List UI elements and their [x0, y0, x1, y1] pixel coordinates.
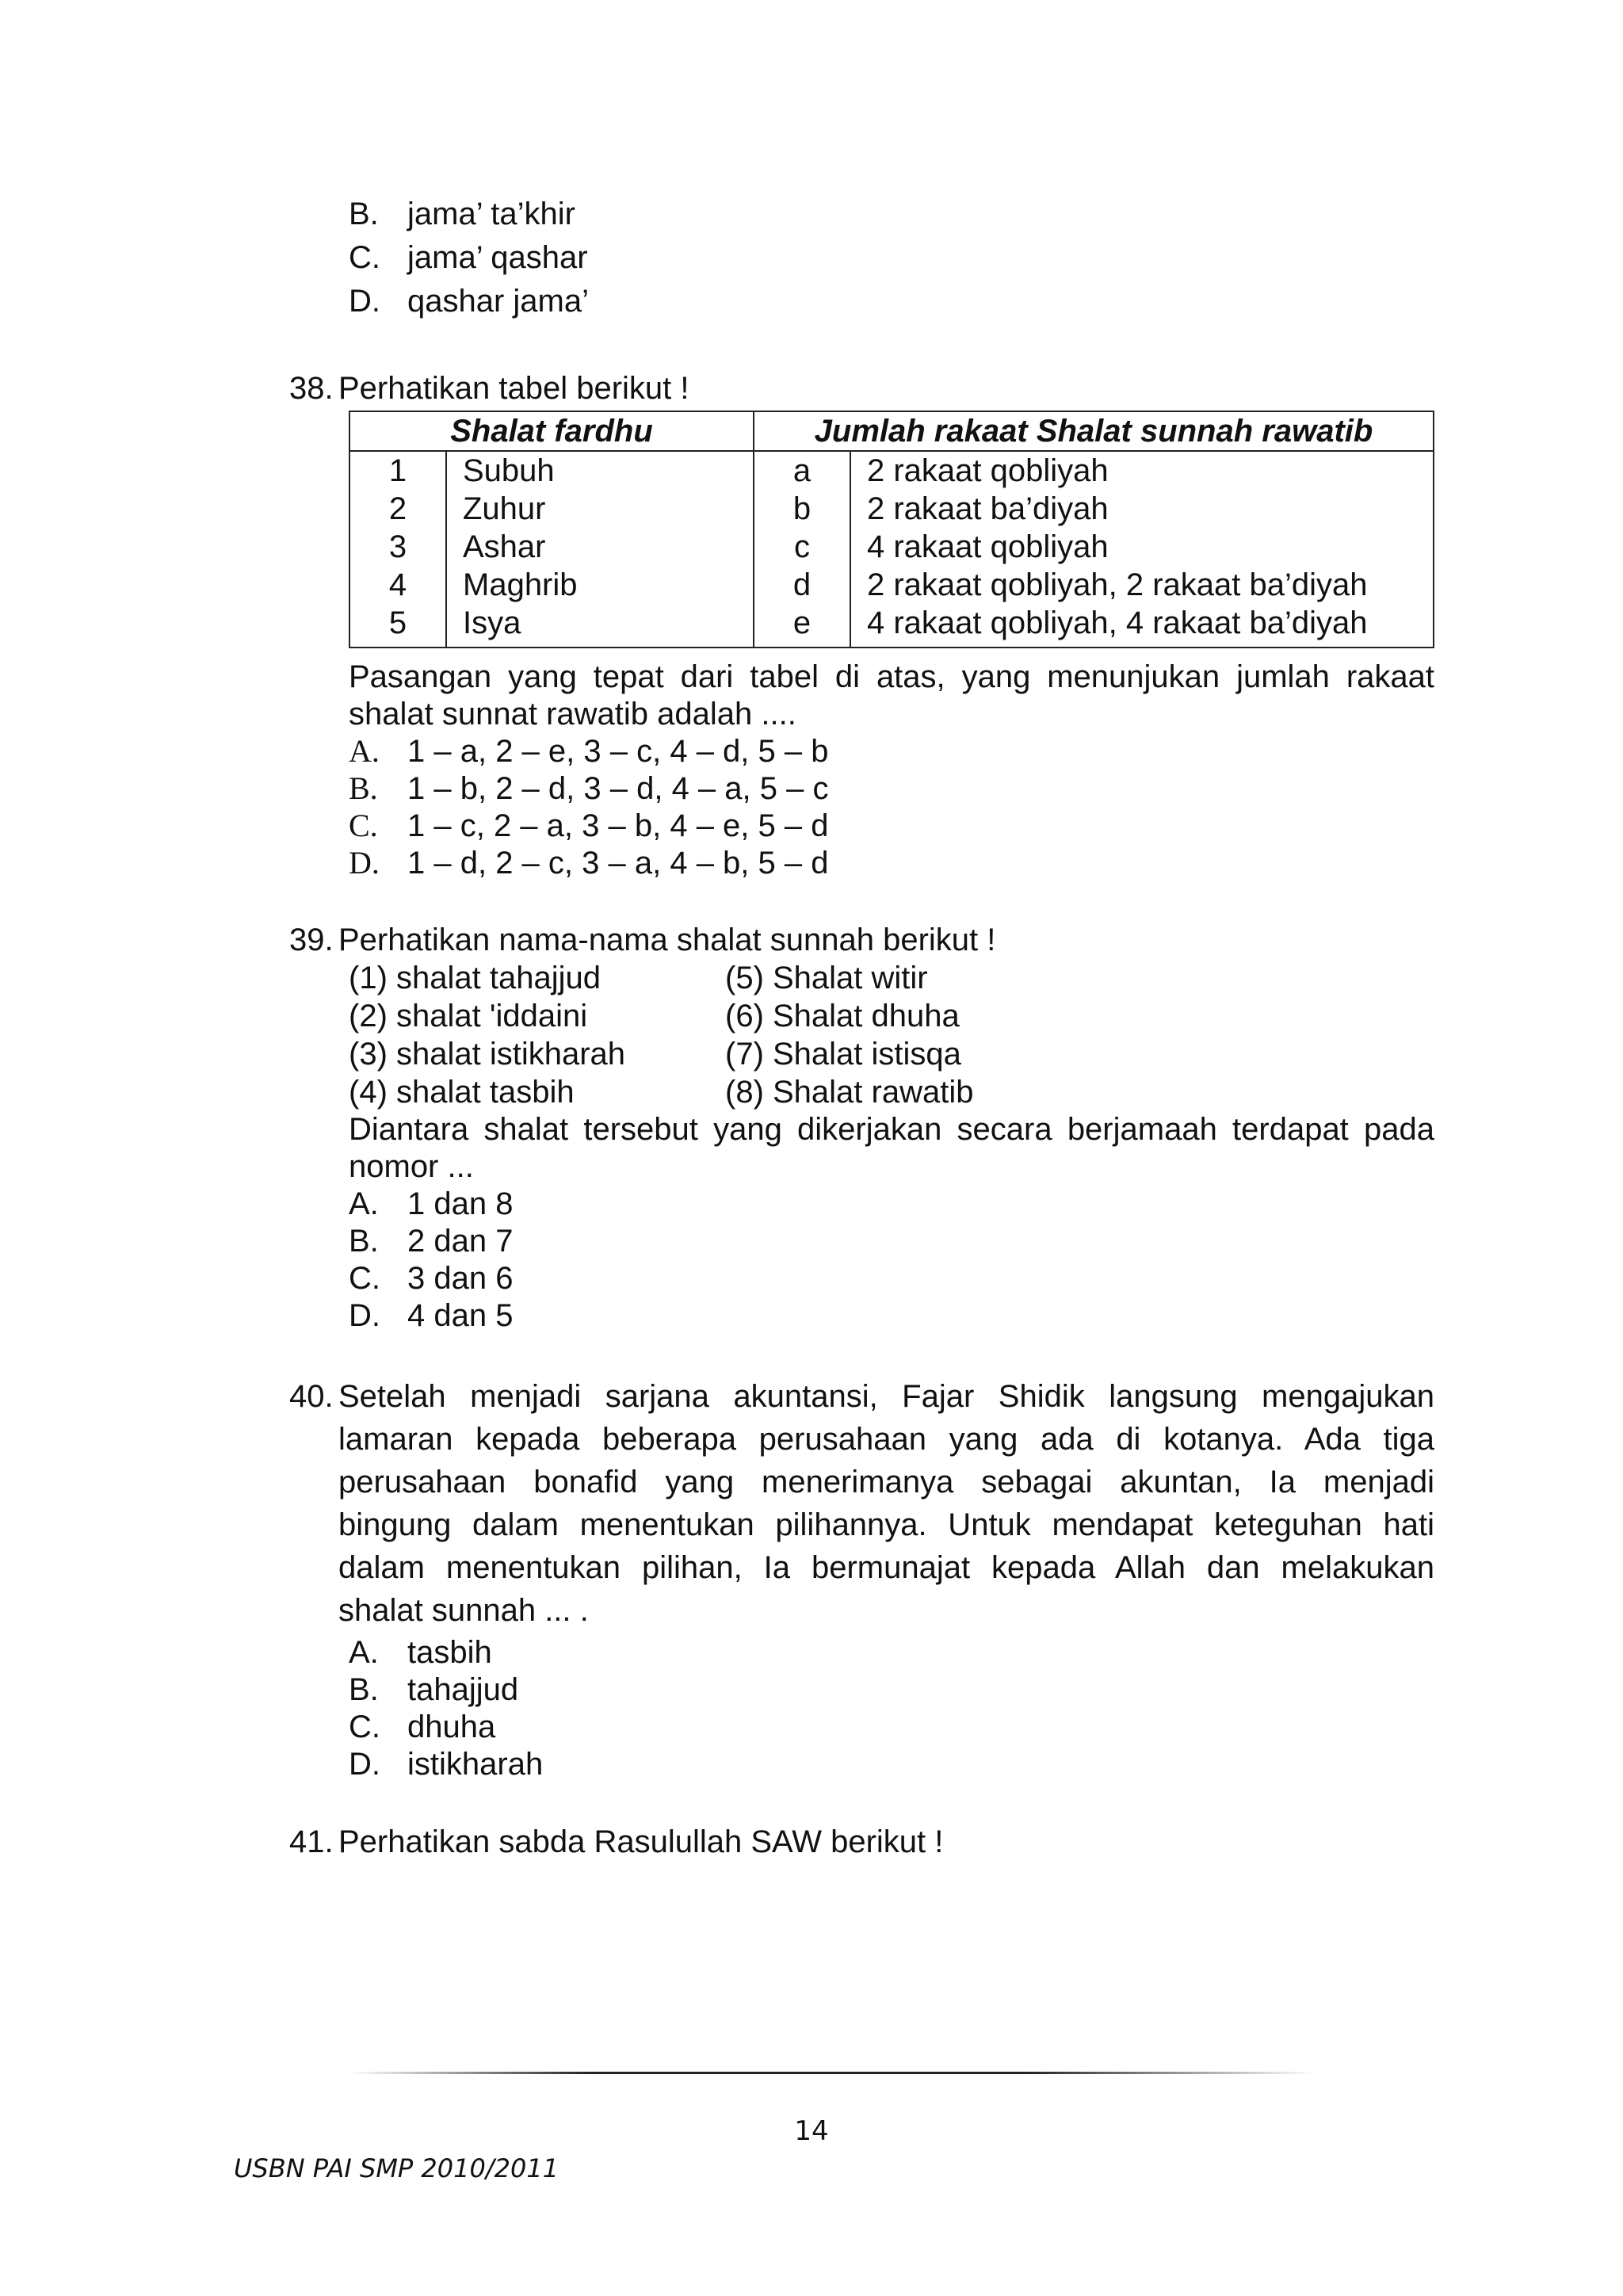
row-letter: c	[754, 528, 850, 566]
list-item: (6) Shalat dhuha	[725, 999, 960, 1033]
row-number: 4	[349, 566, 446, 604]
prayer-list-left	[349, 959, 625, 1111]
option-text: 1 – c, 2 – a, 3 – b, 4 – e, 5 – d	[407, 808, 829, 843]
row-number: 1	[349, 451, 446, 490]
row-rakaat: 2 rakaat ba’diyah	[850, 490, 1434, 528]
option-text: 1 – d, 2 – c, 3 – a, 4 – b, 5 – d	[407, 846, 829, 881]
option-letter: D.	[349, 845, 380, 881]
footer-divider	[349, 2072, 1316, 2074]
row-rakaat: 2 rakaat qobliyah	[850, 451, 1434, 490]
q38-option-a	[349, 732, 828, 770]
table-header-right: Jumlah rakaat Shalat sunnah rawatib	[754, 411, 1434, 451]
q40-option-d	[349, 1745, 543, 1783]
table-row	[349, 451, 1434, 490]
q38-option-d	[349, 844, 828, 882]
q39-option-b	[349, 1222, 513, 1260]
option-letter: A.	[349, 1635, 379, 1670]
option-text: qashar jama’	[407, 284, 590, 319]
list-item: (3) shalat istikharah	[349, 1037, 626, 1072]
option-text: 1 – a, 2 – e, 3 – c, 4 – d, 5 – b	[407, 734, 829, 769]
option-letter: D.	[349, 1747, 380, 1782]
row-prayer-name: Isya	[446, 604, 754, 648]
table-row	[349, 490, 1434, 528]
option-text: 3 dan 6	[407, 1261, 514, 1296]
row-letter: a	[754, 451, 850, 490]
q40-option-c	[349, 1708, 495, 1746]
row-letter: e	[754, 604, 850, 648]
option-letter: B.	[349, 1672, 379, 1707]
rawatib-table	[349, 411, 1434, 648]
q37-option-d	[349, 282, 589, 320]
list-item: (5) Shalat witir	[725, 961, 928, 995]
question-number: 40.	[289, 1379, 334, 1414]
table-row	[349, 604, 1434, 648]
prayer-list-right	[725, 959, 973, 1111]
option-letter: B.	[349, 197, 379, 231]
option-text: 1 – b, 2 – d, 3 – d, 4 – a, 5 – c	[407, 771, 829, 806]
option-letter: B.	[349, 1224, 379, 1259]
option-letter: B.	[349, 770, 378, 806]
question-number: 38.	[289, 371, 334, 406]
question-prompt: Perhatikan nama-nama shalat sunnah berikut !	[338, 923, 996, 957]
option-text: dhuha	[407, 1710, 496, 1744]
page-number: 14	[794, 2115, 829, 2147]
option-text: 4 dan 5	[407, 1298, 514, 1333]
question-prompt: Perhatikan tabel berikut !	[338, 371, 689, 406]
list-item: (8) Shalat rawatib	[725, 1075, 974, 1110]
q37-option-c	[349, 239, 588, 277]
option-letter: D.	[349, 284, 380, 319]
question-stem: Pasangan yang tepat dari tabel di atas, yang menunjukan jumlah rakaat	[349, 659, 1434, 694]
row-number: 5	[349, 604, 446, 648]
document-footer-title: USBN PAI SMP 2010/2011	[234, 2153, 559, 2183]
row-letter: b	[754, 490, 850, 528]
q38-option-c	[349, 807, 828, 845]
q40-option-a	[349, 1633, 492, 1671]
list-item: (7) Shalat istisqa	[725, 1037, 961, 1072]
question-stem-line: dalam menentukan pilihan, Ia bermunajat kepada Allah dan melakukan	[338, 1550, 1434, 1585]
list-item: (1) shalat tahajjud	[349, 961, 601, 995]
question-stem-line: bingung dalam menentukan pilihannya. Untuk mendapat keteguhan hati	[338, 1507, 1434, 1542]
list-item: (4) shalat tasbih	[349, 1075, 575, 1110]
row-number: 2	[349, 490, 446, 528]
row-number: 3	[349, 528, 446, 566]
option-text: tahajjud	[407, 1672, 519, 1707]
question-stem-cont: nomor ...	[349, 1149, 474, 1184]
row-prayer-name: Maghrib	[446, 566, 754, 604]
question-number: 39.	[289, 923, 334, 957]
table-row	[349, 528, 1434, 566]
q39-option-c	[349, 1259, 513, 1297]
row-rakaat: 2 rakaat qobliyah, 2 rakaat ba’diyah	[850, 566, 1434, 604]
q39-option-d	[349, 1297, 513, 1335]
table-row	[349, 566, 1434, 604]
row-rakaat: 4 rakaat qobliyah, 4 rakaat ba’diyah	[850, 604, 1434, 648]
table-header-left: Shalat fardhu	[349, 411, 754, 451]
question-stem-line: Setelah menjadi sarjana akuntansi, Fajar Shidik langsung mengajukan	[338, 1379, 1434, 1414]
row-prayer-name: Ashar	[446, 528, 754, 566]
option-text: 1 dan 8	[407, 1186, 514, 1221]
question-stem-line: perusahaan bonafid yang menerimanya sebagai akuntan, Ia menjadi	[338, 1465, 1434, 1499]
option-letter: D.	[349, 1298, 380, 1333]
q37-option-b	[349, 195, 575, 233]
option-letter: C.	[349, 240, 380, 275]
question-stem-line: lamaran kepada beberapa perusahaan yang ada di kotanya. Ada tiga	[338, 1422, 1434, 1457]
option-text: istikharah	[407, 1747, 544, 1782]
question-prompt: Perhatikan sabda Rasulullah SAW berikut !	[338, 1824, 944, 1859]
option-letter: A.	[349, 733, 380, 769]
question-stem-cont: shalat sunnat rawatib adalah ....	[349, 697, 796, 732]
row-prayer-name: Zuhur	[446, 490, 754, 528]
option-text: tasbih	[407, 1635, 492, 1670]
row-rakaat: 4 rakaat qobliyah	[850, 528, 1434, 566]
option-letter: C.	[349, 808, 378, 843]
question-stem-line: shalat sunnah ... .	[338, 1593, 589, 1628]
row-prayer-name: Subuh	[446, 451, 754, 490]
question-number: 41.	[289, 1824, 334, 1859]
list-item: (2) shalat 'iddaini	[349, 999, 588, 1033]
q38-option-b	[349, 770, 828, 808]
option-letter: C.	[349, 1261, 380, 1296]
question-stem: Diantara shalat tersebut yang dikerjakan secara berjamaah terdapat pada	[349, 1112, 1434, 1147]
option-text: jama’ ta’khir	[407, 197, 575, 231]
option-text: 2 dan 7	[407, 1224, 514, 1259]
row-letter: d	[754, 566, 850, 604]
option-letter: A.	[349, 1186, 379, 1221]
option-text: jama’ qashar	[407, 240, 588, 275]
q39-option-a	[349, 1185, 513, 1223]
option-letter: C.	[349, 1710, 380, 1744]
q40-option-b	[349, 1671, 518, 1709]
